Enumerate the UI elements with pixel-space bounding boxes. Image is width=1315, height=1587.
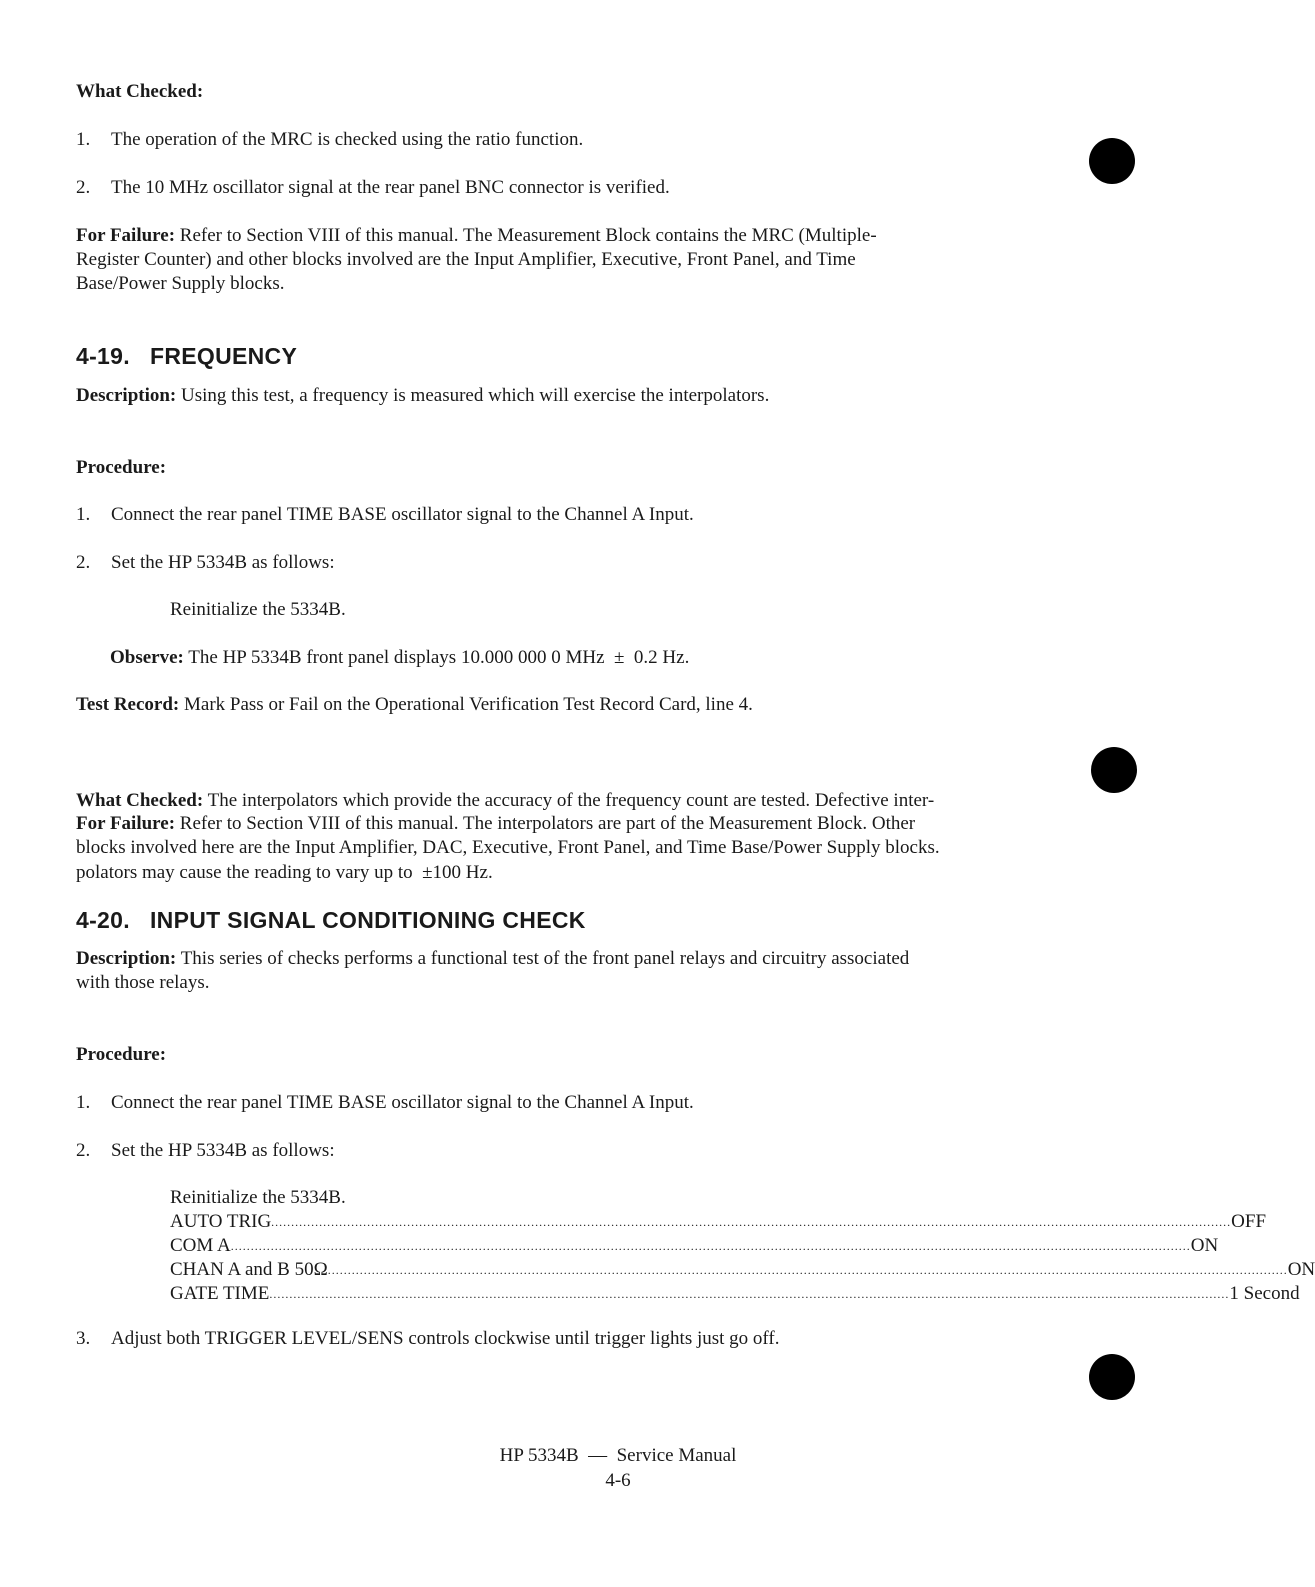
dot-leader: ................................................................................................................................................................................................................................................: [327, 1263, 1288, 1277]
setting-value: ON: [1287, 1259, 1315, 1280]
footer-title: HP 5334B — Service Manual: [499, 1445, 737, 1466]
list-text: Connect the rear panel TIME BASE oscillator signal to the Channel A Input.: [111, 1092, 694, 1113]
for-failure-line: Refer to Section VIII of this manual. The Measurement Block contains the MRC (Multiple-: [179, 225, 877, 246]
dot-leader: ................................................................................................................................................................................................................................................: [271, 1215, 1232, 1229]
for-failure-label: For Failure:: [76, 225, 176, 246]
list-text: The 10 MHz oscillator signal at the rear panel BNC connector is verified.: [111, 177, 670, 198]
setting-row: [170, 1258, 1315, 1282]
procedure-label: Procedure:: [76, 1044, 167, 1065]
dot-leader: ................................................................................................................................................................................................................................................: [230, 1239, 1191, 1253]
list-text: Set the HP 5334B as follows:: [111, 552, 335, 573]
for-failure-line: Register Counter) and other blocks involved are the Input Amplifier, Executive, Front Panel, and Time: [76, 249, 856, 270]
setting-name: GATE TIME: [170, 1283, 270, 1304]
for-failure-line: Base/Power Supply blocks.: [76, 273, 285, 294]
reinitialize-instruction: Reinitialize the 5334B.: [170, 1187, 346, 1208]
list-number: 2.: [76, 1140, 91, 1161]
list-number: 1.: [76, 504, 91, 525]
settings-block: [170, 1186, 1315, 1306]
setting-value: OFF: [1231, 1211, 1267, 1232]
observe-paragraph: [110, 646, 689, 670]
for-failure-paragraph: [76, 812, 940, 860]
procedure-step-1: [76, 503, 694, 527]
binder-hole-bottom: [1089, 1354, 1135, 1400]
list-text: The operation of the MRC is checked using the ratio function.: [111, 129, 584, 150]
binder-hole-middle: [1091, 747, 1137, 793]
list-number: 3.: [76, 1328, 91, 1349]
setting-row: [170, 1282, 1300, 1306]
procedure-step-2: [76, 1139, 335, 1163]
setting-value: 1 Second: [1229, 1283, 1300, 1304]
description-text: with those relays.: [76, 972, 210, 993]
list-number: 1.: [76, 129, 91, 150]
list-number: 2.: [76, 552, 91, 573]
what-checked-label: What Checked:: [76, 81, 204, 102]
list-text: Set the HP 5334B as follows:: [111, 1140, 335, 1161]
observe-text: The HP 5334B front panel displays 10.000 000 0 MHz ± 0.2 Hz.: [188, 647, 690, 668]
binder-hole-top: [1089, 138, 1135, 184]
setting-name: AUTO TRIG: [170, 1211, 272, 1232]
section-heading-4-19: 4-19. FREQUENCY: [76, 343, 298, 369]
for-failure-text: blocks involved here are the Input Amplifier, DAC, Executive, Front Panel, and Time Base/Power Supply blocks.: [76, 837, 940, 858]
list-number: 2.: [76, 177, 91, 198]
for-failure-label: For Failure:: [76, 813, 176, 834]
what-checked-item-1: [76, 128, 583, 152]
test-record-text: Mark Pass or Fail on the Operational Verification Test Record Card, line 4.: [184, 694, 753, 715]
procedure-step-2: [76, 551, 335, 575]
description-paragraph: [76, 384, 769, 408]
procedure-label: Procedure:: [76, 457, 167, 478]
what-checked-text: polators may cause the reading to vary up to ±100 Hz.: [76, 862, 493, 883]
what-checked-label: What Checked:: [76, 790, 204, 811]
setting-row: [170, 1210, 1267, 1234]
reinitialize-instruction: Reinitialize the 5334B.: [170, 599, 346, 620]
description-paragraph: [76, 947, 909, 995]
test-record-label: Test Record:: [76, 694, 180, 715]
list-text: Connect the rear panel TIME BASE oscillator signal to the Channel A Input.: [111, 504, 694, 525]
dot-leader: ................................................................................................................................................................................................................................................: [269, 1287, 1230, 1301]
procedure-step-3: [76, 1327, 779, 1351]
section-heading-4-20: 4-20. INPUT SIGNAL CONDITIONING CHECK: [76, 907, 586, 933]
setting-name: COM A: [170, 1235, 231, 1256]
for-failure-paragraph: [76, 224, 877, 296]
observe-label: Observe:: [110, 647, 184, 668]
description-label: Description:: [76, 948, 177, 969]
list-number: 1.: [76, 1092, 91, 1113]
description-text: This series of checks performs a functional test of the front panel relays and circuitry associated: [180, 948, 910, 969]
setting-row: [170, 1234, 1219, 1258]
what-checked-text: The interpolators which provide the accuracy of the frequency count are tested. Defective inter-: [207, 790, 935, 811]
procedure-step-1: [76, 1091, 694, 1115]
setting-name: CHAN A and B 50Ω: [170, 1259, 328, 1280]
description-text: Using this test, a frequency is measured which will exercise the interpolators.: [181, 385, 770, 406]
description-label: Description:: [76, 385, 177, 406]
page-number: 4-6: [605, 1470, 631, 1491]
what-checked-item-2: [76, 176, 670, 200]
test-record-paragraph: [76, 693, 753, 717]
setting-value: ON: [1190, 1235, 1219, 1256]
list-text: Adjust both TRIGGER LEVEL/SENS controls clockwise until trigger lights just go off.: [111, 1328, 780, 1349]
for-failure-text: Refer to Section VIII of this manual. The interpolators are part of the Measurement Block. Other: [179, 813, 916, 834]
